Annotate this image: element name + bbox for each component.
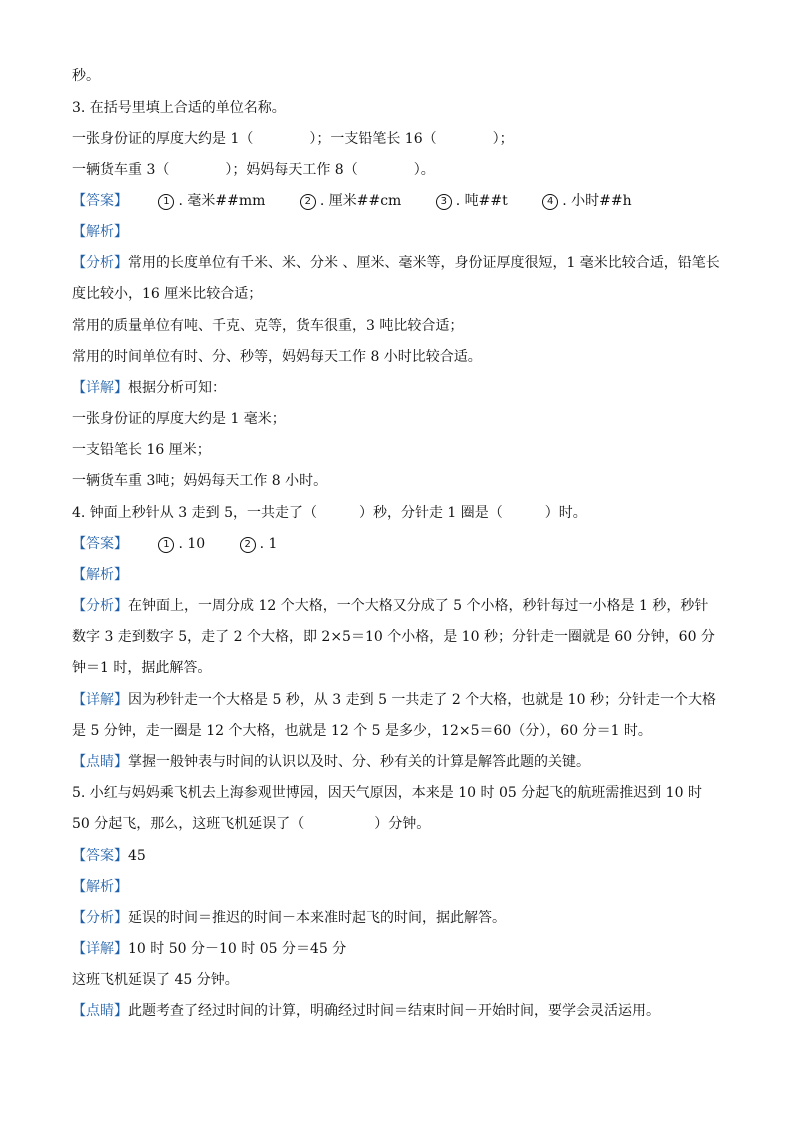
answer-item: [158, 191, 265, 211]
circled-number: 3: [436, 194, 452, 210]
xiangjie-text: 10 时 50 分－10 时 05 分＝45 分: [128, 941, 347, 957]
answer-item: [542, 191, 631, 211]
dianjing-tag: 【点睛】: [72, 1003, 128, 1019]
answer-item: [240, 534, 278, 554]
dianjing-tag: 【点睛】: [72, 754, 128, 770]
dianjing-text: 此题考查了经过时间的计算，明确经过时间＝结束时间－开始时间，要学会灵活运用。: [128, 1003, 660, 1019]
answer-item: [436, 191, 508, 211]
q4-answer: [72, 534, 307, 554]
answer-text: . 毫米##mm: [178, 193, 266, 209]
q3-detail3: 一辆货车重 3吨；妈妈每天工作 8 小时。: [72, 473, 328, 489]
fenxi-tag: 【分析】: [72, 598, 128, 614]
q5-dianjing: [72, 1001, 660, 1021]
carry-over-text: 秒。: [72, 68, 100, 84]
q3-analysis-tag: 【解析】: [72, 224, 128, 240]
answer-tag: 【答案】: [72, 536, 128, 552]
answer-text: 45: [128, 848, 146, 864]
circled-number: 1: [158, 537, 174, 553]
q4-title: 4. 钟面上秒针从 3 走到 5，一共走了（ ）秒，分针走 1 圈是（ ）时。: [72, 505, 587, 521]
answer-text: . 小时##h: [562, 193, 632, 209]
answer-list: [158, 534, 307, 554]
q4-xiangjie: [72, 685, 722, 747]
q5-analysis-tag: 【解析】: [72, 879, 128, 895]
q3-xiangjie: [72, 378, 226, 398]
q3-detail1: 一张身份证的厚度大约是 1 毫米；: [72, 411, 286, 427]
answer-item: [158, 534, 205, 554]
xiangjie-text: 根据分析可知：: [128, 380, 226, 396]
fenxi-text: 延误的时间＝推迟的时间－本来准时起飞的时间，据此解答。: [128, 910, 506, 926]
q5-answer: [72, 846, 146, 866]
fenxi-tag: 【分析】: [72, 910, 128, 926]
fenxi-text: 常用的长度单位有千米、米、分米 、厘米、毫米等，身份证厚度很短，1 毫米比较合适，铅笔长度比较小，16 厘米比较合适；: [72, 255, 720, 302]
circled-number: 2: [240, 537, 256, 553]
q5-fenxi: [72, 908, 506, 928]
xiangjie-tag: 【详解】: [72, 380, 128, 396]
answer-tag: 【答案】: [72, 848, 128, 864]
q4-dianjing: [72, 752, 590, 772]
q3-title: 3. 在括号里填上合适的单位名称。: [72, 100, 286, 116]
q3-fenxi-line2: 常用的质量单位有吨、千克、克等，货车很重，3 吨比较合适；: [72, 318, 464, 334]
fenxi-tag: 【分析】: [72, 255, 128, 271]
q3-detail2: 一支铅笔长 16 厘米；: [72, 442, 211, 458]
q3-answer: [72, 191, 662, 211]
q3-line2: 一辆货车重 3（ ）；妈妈每天工作 8（ ）。: [72, 162, 435, 178]
q5-xiangjie: [72, 939, 346, 959]
answer-text: . 1: [259, 536, 278, 552]
circled-number: 4: [542, 194, 558, 210]
q3-line1: 一张身份证的厚度大约是 1（ ）；一支铅笔长 16（ ）；: [72, 131, 514, 147]
answer-list: [158, 191, 661, 211]
q5-detail1: 这班飞机延误了 45 分钟。: [72, 972, 239, 988]
circled-number: 1: [158, 194, 174, 210]
dianjing-text: 掌握一般钟表与时间的认识以及时、分、秒有关的计算是解答此题的关键。: [128, 754, 590, 770]
answer-item: [300, 191, 401, 211]
xiangjie-tag: 【详解】: [72, 692, 128, 708]
answer-text: . 吨##t: [455, 193, 508, 209]
q3-fenxi-line3: 常用的时间单位有时、分、秒等，妈妈每天工作 8 小时比较合适。: [72, 349, 482, 365]
q3-fenxi: [72, 248, 722, 310]
answer-text: . 厘米##cm: [319, 193, 402, 209]
answer-tag: 【答案】: [72, 193, 128, 209]
xiangjie-text: 因为秒针走一个大格是 5 秒，从 3 走到 5 一共走了 2 个大格，也就是 10 秒；分针走一个大格是 5 分钟，走一圈是 12 个大格，也就是 12 个 5 是多少，12×5＝60（分），60 分＝1 时。: [72, 692, 716, 739]
circled-number: 2: [300, 194, 316, 210]
q4-fenxi: [72, 591, 722, 684]
answer-text: . 10: [178, 536, 206, 552]
q4-analysis-tag: 【解析】: [72, 567, 128, 583]
xiangjie-tag: 【详解】: [72, 941, 128, 957]
fenxi-text: 在钟面上，一周分成 12 个大格，一个大格又分成了 5 个小格，秒针每过一小格是 1 秒，秒针数字 3 走到数字 5，走了 2 个大格，即 2×5＝10 个小格，是 10 秒；分针走一圈就是 60 分钟，60 分钟＝1 时，据此解答。: [72, 598, 715, 676]
q5-title: 5. 小红与妈妈乘飞机去上海参观世博园，因天气原因，本来是 10 时 05 分起飞的航班需推迟到 10 时 50 分起飞，那么，这班飞机延误了（ ）分钟。: [72, 785, 702, 832]
